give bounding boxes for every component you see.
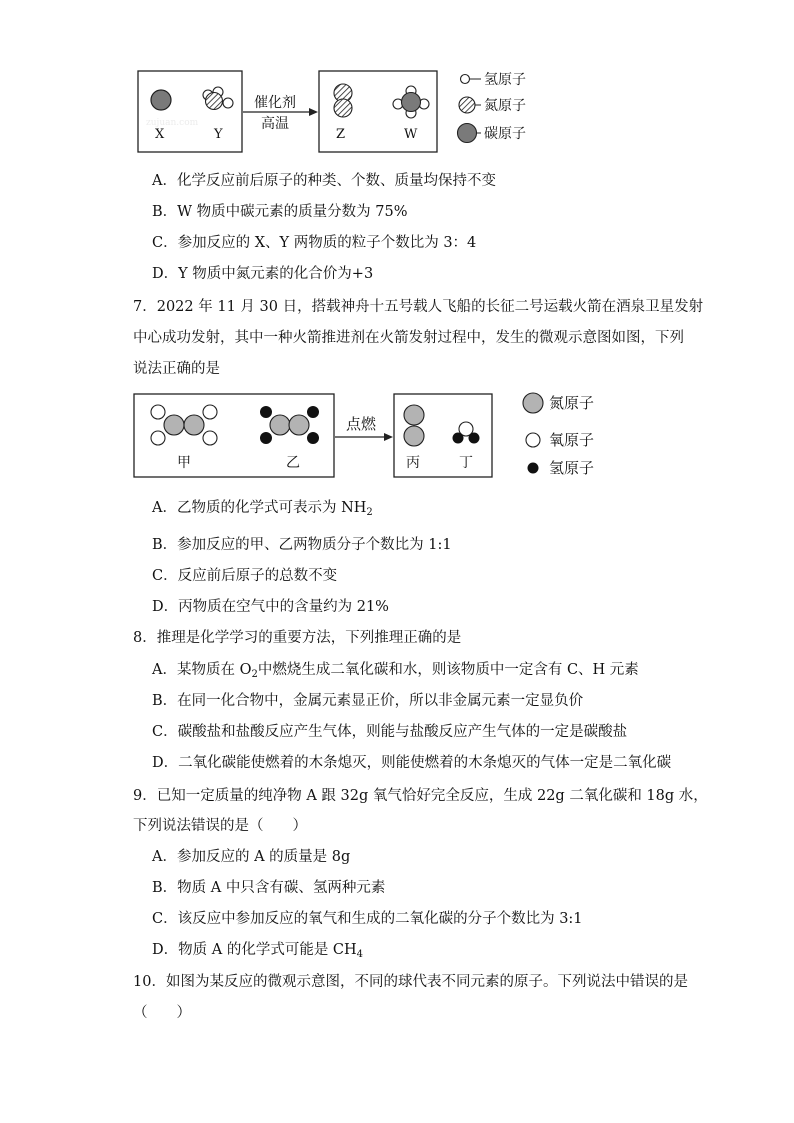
q6-option-a: A．化学反应前后原子的种类、个数、质量均保持不变 [152, 173, 496, 189]
legend-hydrogen-2: 氢原子 [549, 459, 595, 477]
reaction-diagram-1 [0, 0, 794, 160]
molecule-yi [260, 406, 319, 444]
label-x: X [155, 127, 165, 142]
legend-hydrogen: 氢原子 [484, 72, 526, 88]
arrow-label-high-temp: 高温 [261, 116, 289, 132]
q6-option-b: B．W 物质中碳元素的质量分数为 75% [152, 204, 408, 220]
q9-option-c: C．该反应中参加反应的氧气和生成的二氧化碳的分子个数比为 3:1 [152, 911, 583, 927]
molecule-ding [453, 422, 480, 444]
fig1-legend [458, 72, 527, 143]
q9-stem-line-2: 下列说法错误的是（ ） [133, 818, 307, 834]
q7-stem-line-2: 中心成功发射，其中一种火箭推进剂在火箭发射过程中，发生的微观示意图如图，下列 [133, 330, 684, 346]
q6-option-c: C．参加反应的 X、Y 两物质的粒子个数比为 3：4 [152, 235, 477, 251]
fig2-legend [523, 393, 594, 477]
q10-stem-line-1: 10．如图为某反应的微观示意图，不同的球代表不同元素的原子。下列说法中错误的是 [133, 974, 688, 990]
q9-option-d: D．物质 A 的化学式可能是 $CH_4$ [152, 942, 364, 960]
legend-nitrogen-icon [459, 97, 475, 113]
label-bing: 丙 [406, 455, 420, 471]
label-z: Z [336, 127, 346, 142]
q7-option-b: B．参加反应的甲、乙两物质分子个数比为 1:1 [152, 537, 452, 553]
reaction-diagram-2 [0, 380, 794, 490]
label-w: W [404, 127, 418, 142]
molecule-w [393, 86, 429, 118]
q8-stem: 8．推理是化学学习的重要方法，下列推理正确的是 [133, 630, 462, 646]
legend-hydrogen-icon [461, 75, 470, 84]
q7-option-c: C．反应前后原子的总数不变 [152, 568, 338, 584]
fig1-watermark: zujuan.com [146, 118, 199, 128]
q10-stem-line-2: （ ） [133, 1005, 191, 1021]
reaction-arrowhead-1 [309, 108, 318, 116]
arrow-label-catalyst: 催化剂 [254, 95, 296, 111]
q8-option-a: A．某物质在 $O_2$中燃烧生成二氧化碳和水，则该物质中一定含有 C、H 元素 [152, 662, 639, 680]
q8-option-c: C．碳酸盐和盐酸反应产生气体，则能与盐酸反应产生气体的一定是碳酸盐 [152, 724, 628, 740]
q9-option-a: A．参加反应的 A 的质量是 8g [152, 849, 351, 865]
legend-hydrogen-icon-2 [528, 463, 539, 474]
legend-carbon: 碳原子 [484, 126, 526, 142]
reactants-box [138, 71, 242, 152]
label-yi: 乙 [286, 455, 300, 471]
q7-option-a: A．乙物质的化学式可表示为 $NH_2$ [152, 500, 373, 518]
reaction-arrowhead-2 [384, 433, 393, 441]
q6-option-d: D．Y 物质中氮元素的化合价为+3 [152, 266, 374, 282]
legend-nitrogen: 氮原子 [484, 98, 526, 114]
label-ding: 丁 [459, 455, 473, 471]
label-y: Y [214, 127, 223, 142]
molecule-jia [151, 405, 217, 445]
q9-stem-line-1: 9．已知一定质量的纯净物 A 跟 32g 氧气恰好完全反应，生成 22g 二氧化碳和 18g 水， [133, 788, 708, 804]
q7-stem-line-1: 7．2022 年 11 月 30 日，搭载神舟十五号载人飞船的长征二号运载火箭在酒泉卫星发射 [133, 299, 704, 315]
molecule-z [334, 84, 352, 117]
q8-option-d: D．二氧化碳能使燃着的木条熄灭，则能使燃着的木条熄灭的气体一定是二氧化碳 [152, 755, 672, 771]
molecule-y [203, 87, 233, 110]
legend-carbon-icon [458, 124, 477, 143]
molecule-x [151, 90, 171, 110]
legend-oxygen: 氧原子 [549, 431, 595, 449]
q9-option-b: B．物质 A 中只含有碳、氢两种元素 [152, 880, 386, 896]
legend-nitrogen-2: 氮原子 [549, 394, 595, 412]
q8-option-b: B．在同一化合物中，金属元素显正价，所以非金属元素一定显负价 [152, 693, 584, 709]
q7-stem-line-3: 说法正确的是 [133, 361, 220, 377]
molecule-bing [404, 405, 424, 446]
label-jia: 甲 [177, 455, 191, 471]
legend-nitrogen-icon [523, 393, 543, 413]
legend-oxygen-icon [526, 433, 540, 447]
q7-option-d: D．丙物质在空气中的含量约为 21% [152, 599, 389, 615]
arrow-label-ignite: 点燃 [346, 415, 377, 433]
